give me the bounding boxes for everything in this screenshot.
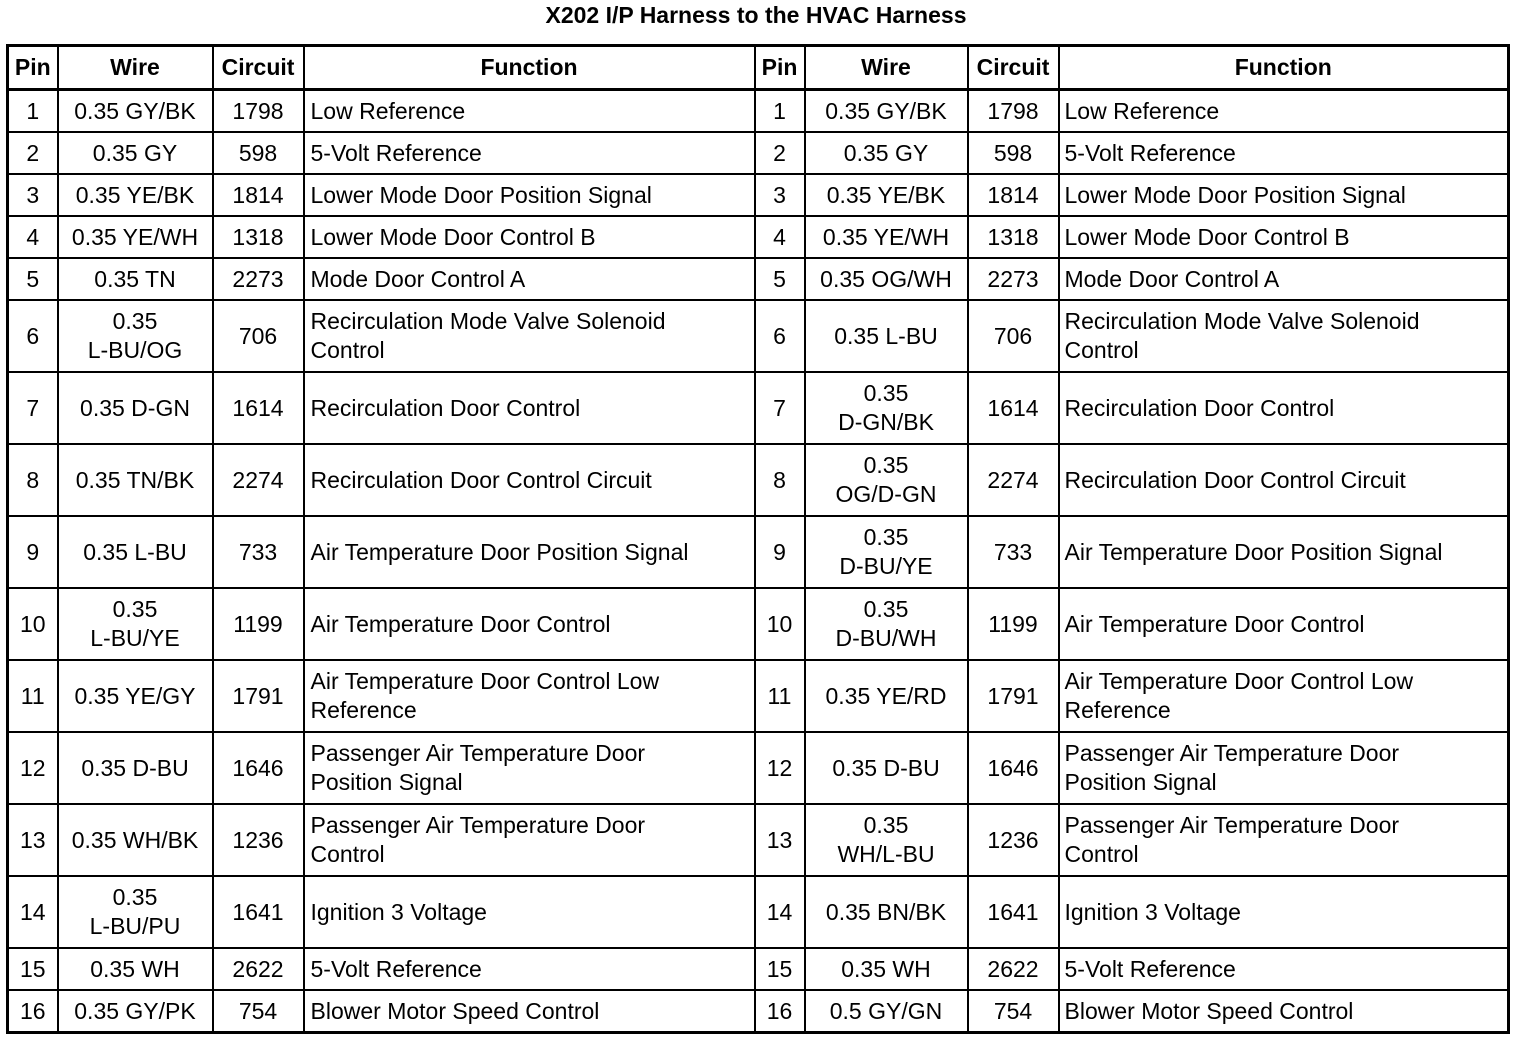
table-row: [8, 732, 1509, 804]
cell-function: Air Temperature Door Control: [304, 588, 755, 660]
cell-circuit: 733: [968, 516, 1059, 588]
cell-pin: 1: [8, 90, 58, 133]
cell-pin: 11: [8, 660, 58, 732]
cell-circuit: 1646: [968, 732, 1059, 804]
cell-circuit: 2622: [968, 948, 1059, 990]
table-row: [8, 660, 1509, 732]
cell-circuit: 1236: [213, 804, 304, 876]
cell-pin: 7: [8, 372, 58, 444]
cell-pin: 2: [755, 132, 805, 174]
cell-wire: 0.35 YE/BK: [805, 174, 968, 216]
cell-wire: 0.35 GY: [58, 132, 213, 174]
cell-pin: 16: [755, 990, 805, 1033]
table-body: [8, 90, 1509, 1033]
cell-wire: 0.35 YE/GY: [58, 660, 213, 732]
cell-wire: 0.35 L-BU: [805, 300, 968, 372]
cell-circuit: 1199: [968, 588, 1059, 660]
connector-pinout-table: [6, 44, 1510, 1034]
cell-wire: 0.35 D-BU/YE: [805, 516, 968, 588]
cell-circuit: 1236: [968, 804, 1059, 876]
cell-wire: 0.35 OG/WH: [805, 258, 968, 300]
cell-wire: 0.35 WH: [58, 948, 213, 990]
cell-pin: 13: [755, 804, 805, 876]
table-row: [8, 588, 1509, 660]
cell-wire: 0.35 D-BU: [805, 732, 968, 804]
header-row: [8, 46, 1509, 90]
cell-pin: 4: [755, 216, 805, 258]
cell-pin: 15: [755, 948, 805, 990]
cell-function: Recirculation Door Control Circuit: [304, 444, 755, 516]
cell-circuit: 2274: [968, 444, 1059, 516]
cell-pin: 5: [8, 258, 58, 300]
cell-pin: 12: [8, 732, 58, 804]
cell-circuit: 2273: [213, 258, 304, 300]
cell-wire: 0.35 GY/PK: [58, 990, 213, 1033]
cell-wire: 0.35 YE/WH: [805, 216, 968, 258]
cell-pin: 3: [755, 174, 805, 216]
table-row: [8, 132, 1509, 174]
cell-wire: 0.35 L-BU/OG: [58, 300, 213, 372]
cell-function: Ignition 3 Voltage: [304, 876, 755, 948]
cell-pin: 10: [755, 588, 805, 660]
cell-circuit: 754: [213, 990, 304, 1033]
table-row: [8, 990, 1509, 1033]
cell-circuit: 1791: [213, 660, 304, 732]
cell-circuit: 706: [968, 300, 1059, 372]
cell-wire: 0.35 OG/D-GN: [805, 444, 968, 516]
cell-pin: 4: [8, 216, 58, 258]
cell-wire: 0.35 L-BU: [58, 516, 213, 588]
cell-circuit: 1199: [213, 588, 304, 660]
cell-pin: 3: [8, 174, 58, 216]
table-row: [8, 948, 1509, 990]
table-row: [8, 90, 1509, 133]
cell-pin: 15: [8, 948, 58, 990]
cell-function: Recirculation Mode Valve Solenoid Control: [1059, 300, 1509, 372]
cell-wire: 0.35 TN/BK: [58, 444, 213, 516]
cell-circuit: 1646: [213, 732, 304, 804]
header-pin: Pin: [8, 46, 58, 90]
cell-function: Recirculation Door Control Circuit: [1059, 444, 1509, 516]
cell-wire: 0.35 BN/BK: [805, 876, 968, 948]
cell-function: Lower Mode Door Control B: [304, 216, 755, 258]
header-function: Function: [1059, 46, 1509, 90]
cell-function: Air Temperature Door Control Low Reference: [304, 660, 755, 732]
cell-function: 5-Volt Reference: [304, 132, 755, 174]
cell-pin: 13: [8, 804, 58, 876]
cell-wire: 0.35 L-BU/PU: [58, 876, 213, 948]
cell-function: 5-Volt Reference: [304, 948, 755, 990]
cell-function: Air Temperature Door Position Signal: [1059, 516, 1509, 588]
cell-wire: 0.35 D-BU/WH: [805, 588, 968, 660]
header-function: Function: [304, 46, 755, 90]
cell-function: 5-Volt Reference: [1059, 132, 1509, 174]
cell-circuit: 1614: [968, 372, 1059, 444]
cell-circuit: 1791: [968, 660, 1059, 732]
cell-wire: 0.35 L-BU/YE: [58, 588, 213, 660]
cell-pin: 5: [755, 258, 805, 300]
cell-pin: 2: [8, 132, 58, 174]
cell-wire: 0.35 D-GN: [58, 372, 213, 444]
cell-function: Recirculation Door Control: [1059, 372, 1509, 444]
cell-pin: 16: [8, 990, 58, 1033]
cell-pin: 9: [8, 516, 58, 588]
cell-wire: 0.35 YE/RD: [805, 660, 968, 732]
header-circuit: Circuit: [213, 46, 304, 90]
table-row: [8, 174, 1509, 216]
cell-function: Lower Mode Door Control B: [1059, 216, 1509, 258]
cell-wire: 0.35 YE/WH: [58, 216, 213, 258]
cell-function: Recirculation Mode Valve Solenoid Control: [304, 300, 755, 372]
cell-wire: 0.5 GY/GN: [805, 990, 968, 1033]
cell-circuit: 1798: [968, 90, 1059, 133]
table-row: [8, 300, 1509, 372]
header-pin: Pin: [755, 46, 805, 90]
cell-function: Air Temperature Door Position Signal: [304, 516, 755, 588]
cell-wire: 0.35 WH: [805, 948, 968, 990]
cell-pin: 6: [8, 300, 58, 372]
cell-pin: 11: [755, 660, 805, 732]
cell-circuit: 706: [213, 300, 304, 372]
table-title: X202 I/P Harness to the HVAC Harness: [545, 2, 967, 28]
cell-pin: 14: [755, 876, 805, 948]
header-circuit: Circuit: [968, 46, 1059, 90]
cell-function: 5-Volt Reference: [1059, 948, 1509, 990]
cell-function: Lower Mode Door Position Signal: [304, 174, 755, 216]
cell-function: Passenger Air Temperature Door Control: [1059, 804, 1509, 876]
cell-pin: 7: [755, 372, 805, 444]
table-row: [8, 516, 1509, 588]
cell-pin: 14: [8, 876, 58, 948]
cell-pin: 12: [755, 732, 805, 804]
cell-wire: 0.35 GY: [805, 132, 968, 174]
header-wire: Wire: [58, 46, 213, 90]
cell-circuit: 1614: [213, 372, 304, 444]
header-wire: Wire: [805, 46, 968, 90]
cell-wire: 0.35 GY/BK: [805, 90, 968, 133]
cell-function: Air Temperature Door Control Low Reference: [1059, 660, 1509, 732]
cell-function: Mode Door Control A: [304, 258, 755, 300]
cell-wire: 0.35 WH/BK: [58, 804, 213, 876]
cell-wire: 0.35 GY/BK: [58, 90, 213, 133]
cell-pin: 8: [755, 444, 805, 516]
cell-wire: 0.35 D-BU: [58, 732, 213, 804]
cell-circuit: 1814: [213, 174, 304, 216]
cell-function: Low Reference: [1059, 90, 1509, 133]
cell-circuit: 733: [213, 516, 304, 588]
cell-function: Passenger Air Temperature Door Control: [304, 804, 755, 876]
cell-circuit: 2622: [213, 948, 304, 990]
cell-circuit: 598: [213, 132, 304, 174]
table-row: [8, 372, 1509, 444]
cell-function: Blower Motor Speed Control: [1059, 990, 1509, 1033]
cell-function: Passenger Air Temperature Door Position Signal: [304, 732, 755, 804]
table-row: [8, 876, 1509, 948]
cell-circuit: 2274: [213, 444, 304, 516]
cell-circuit: 1798: [213, 90, 304, 133]
cell-circuit: 2273: [968, 258, 1059, 300]
cell-function: Ignition 3 Voltage: [1059, 876, 1509, 948]
cell-pin: 8: [8, 444, 58, 516]
cell-pin: 9: [755, 516, 805, 588]
table-row: [8, 216, 1509, 258]
cell-pin: 1: [755, 90, 805, 133]
cell-wire: 0.35 WH/L-BU: [805, 804, 968, 876]
table-row: [8, 444, 1509, 516]
cell-function: Low Reference: [304, 90, 755, 133]
cell-circuit: 1318: [213, 216, 304, 258]
cell-wire: 0.35 TN: [58, 258, 213, 300]
cell-function: Passenger Air Temperature Door Position Signal: [1059, 732, 1509, 804]
cell-circuit: 1641: [968, 876, 1059, 948]
cell-function: Air Temperature Door Control: [1059, 588, 1509, 660]
cell-circuit: 1318: [968, 216, 1059, 258]
cell-function: Lower Mode Door Position Signal: [1059, 174, 1509, 216]
cell-wire: 0.35 D-GN/BK: [805, 372, 968, 444]
cell-function: Blower Motor Speed Control: [304, 990, 755, 1033]
cell-circuit: 1641: [213, 876, 304, 948]
cell-function: Recirculation Door Control: [304, 372, 755, 444]
table-row: [8, 258, 1509, 300]
table-row: [8, 804, 1509, 876]
cell-pin: 6: [755, 300, 805, 372]
cell-circuit: 598: [968, 132, 1059, 174]
cell-circuit: 1814: [968, 174, 1059, 216]
cell-circuit: 754: [968, 990, 1059, 1033]
cell-function: Mode Door Control A: [1059, 258, 1509, 300]
cell-pin: 10: [8, 588, 58, 660]
cell-wire: 0.35 YE/BK: [58, 174, 213, 216]
